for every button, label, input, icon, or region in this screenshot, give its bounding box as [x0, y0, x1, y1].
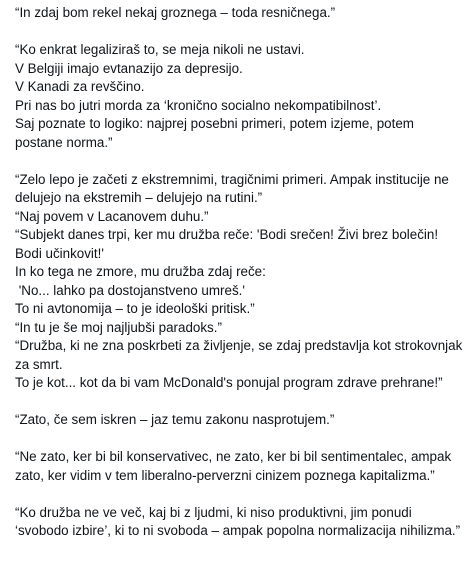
post-line: “Naj povem v Lacanovem duhu.” [15, 208, 209, 224]
post-line: “In tu je še moj najljubši paradoks.” [15, 319, 222, 335]
post-line: “Zato, če sem iskren – jaz temu zakonu nasprotujem.” [15, 412, 335, 427]
post-line: “Ko družba ne ve več, kaj bi z ljudmi, ki niso produktivni, jim ponudi ‘svobodo izbire’, ki to ni svoboda – ampak popolna normalizacija nihilizma.” [15, 504, 461, 538]
post-paragraph [15, 448, 463, 485]
post-line: Pri nas bo jutri morda za ‘kronično socialno nekompatibilnost’. [15, 97, 382, 113]
post-line: “Ko enkrat legaliziraš to, se meja nikoli ne ustavi. [15, 42, 305, 57]
post-paragraph [15, 411, 463, 430]
post-paragraph [15, 4, 463, 23]
post-line: 'No... lahko pa dostojanstveno umreš.' [15, 282, 245, 298]
post-line: “Družba, ki ne zna poskrbeti za življenje, se zdaj predstavlja kot strokovnjak za smrt. [15, 338, 467, 372]
post-line: “Subjekt danes trpi, ker mu družba reče: 'Bodi srečen! Živi brez bolečin! Bodi učinkovit!' [15, 227, 442, 261]
post-paragraph [15, 171, 467, 393]
post-line: In ko tega ne zmore, mu družba zdaj reče: [15, 264, 266, 279]
post-line: V Kanadi za revščino. [15, 79, 145, 94]
post-line: Saj poznate to logiko: najprej posebni primeri, potem izjeme, potem postane norma.” [15, 116, 418, 150]
post-line: V Belgiji imajo evtanazijo za depresijo. [15, 60, 243, 76]
post-line: To je kot... kot da bi vam McDonald's ponujal program zdrave prehrane!” [15, 375, 443, 390]
post-text [15, 4, 467, 559]
post-line: To ni avtonomija – to je ideološki pritisk.” [15, 301, 255, 316]
post-line: “Ne zato, ker bi bil konservativec, ne zato, ker bi bil sentimentalec, ampak zato, ker vidim v tem liberalno-perverzni cinizem poznega kapitalizma.” [15, 449, 455, 483]
post-paragraph [15, 504, 463, 541]
post-line: “In zdaj bom rekel nekaj groznega – toda resničnega.” [15, 5, 336, 20]
post-line: “Zelo lepo je začeti z ekstremnimi, tragičnimi primeri. Ampak institucije ne delujejo na ekstremih – delujejo na rutini.” [15, 171, 453, 205]
post-paragraph [15, 41, 463, 152]
